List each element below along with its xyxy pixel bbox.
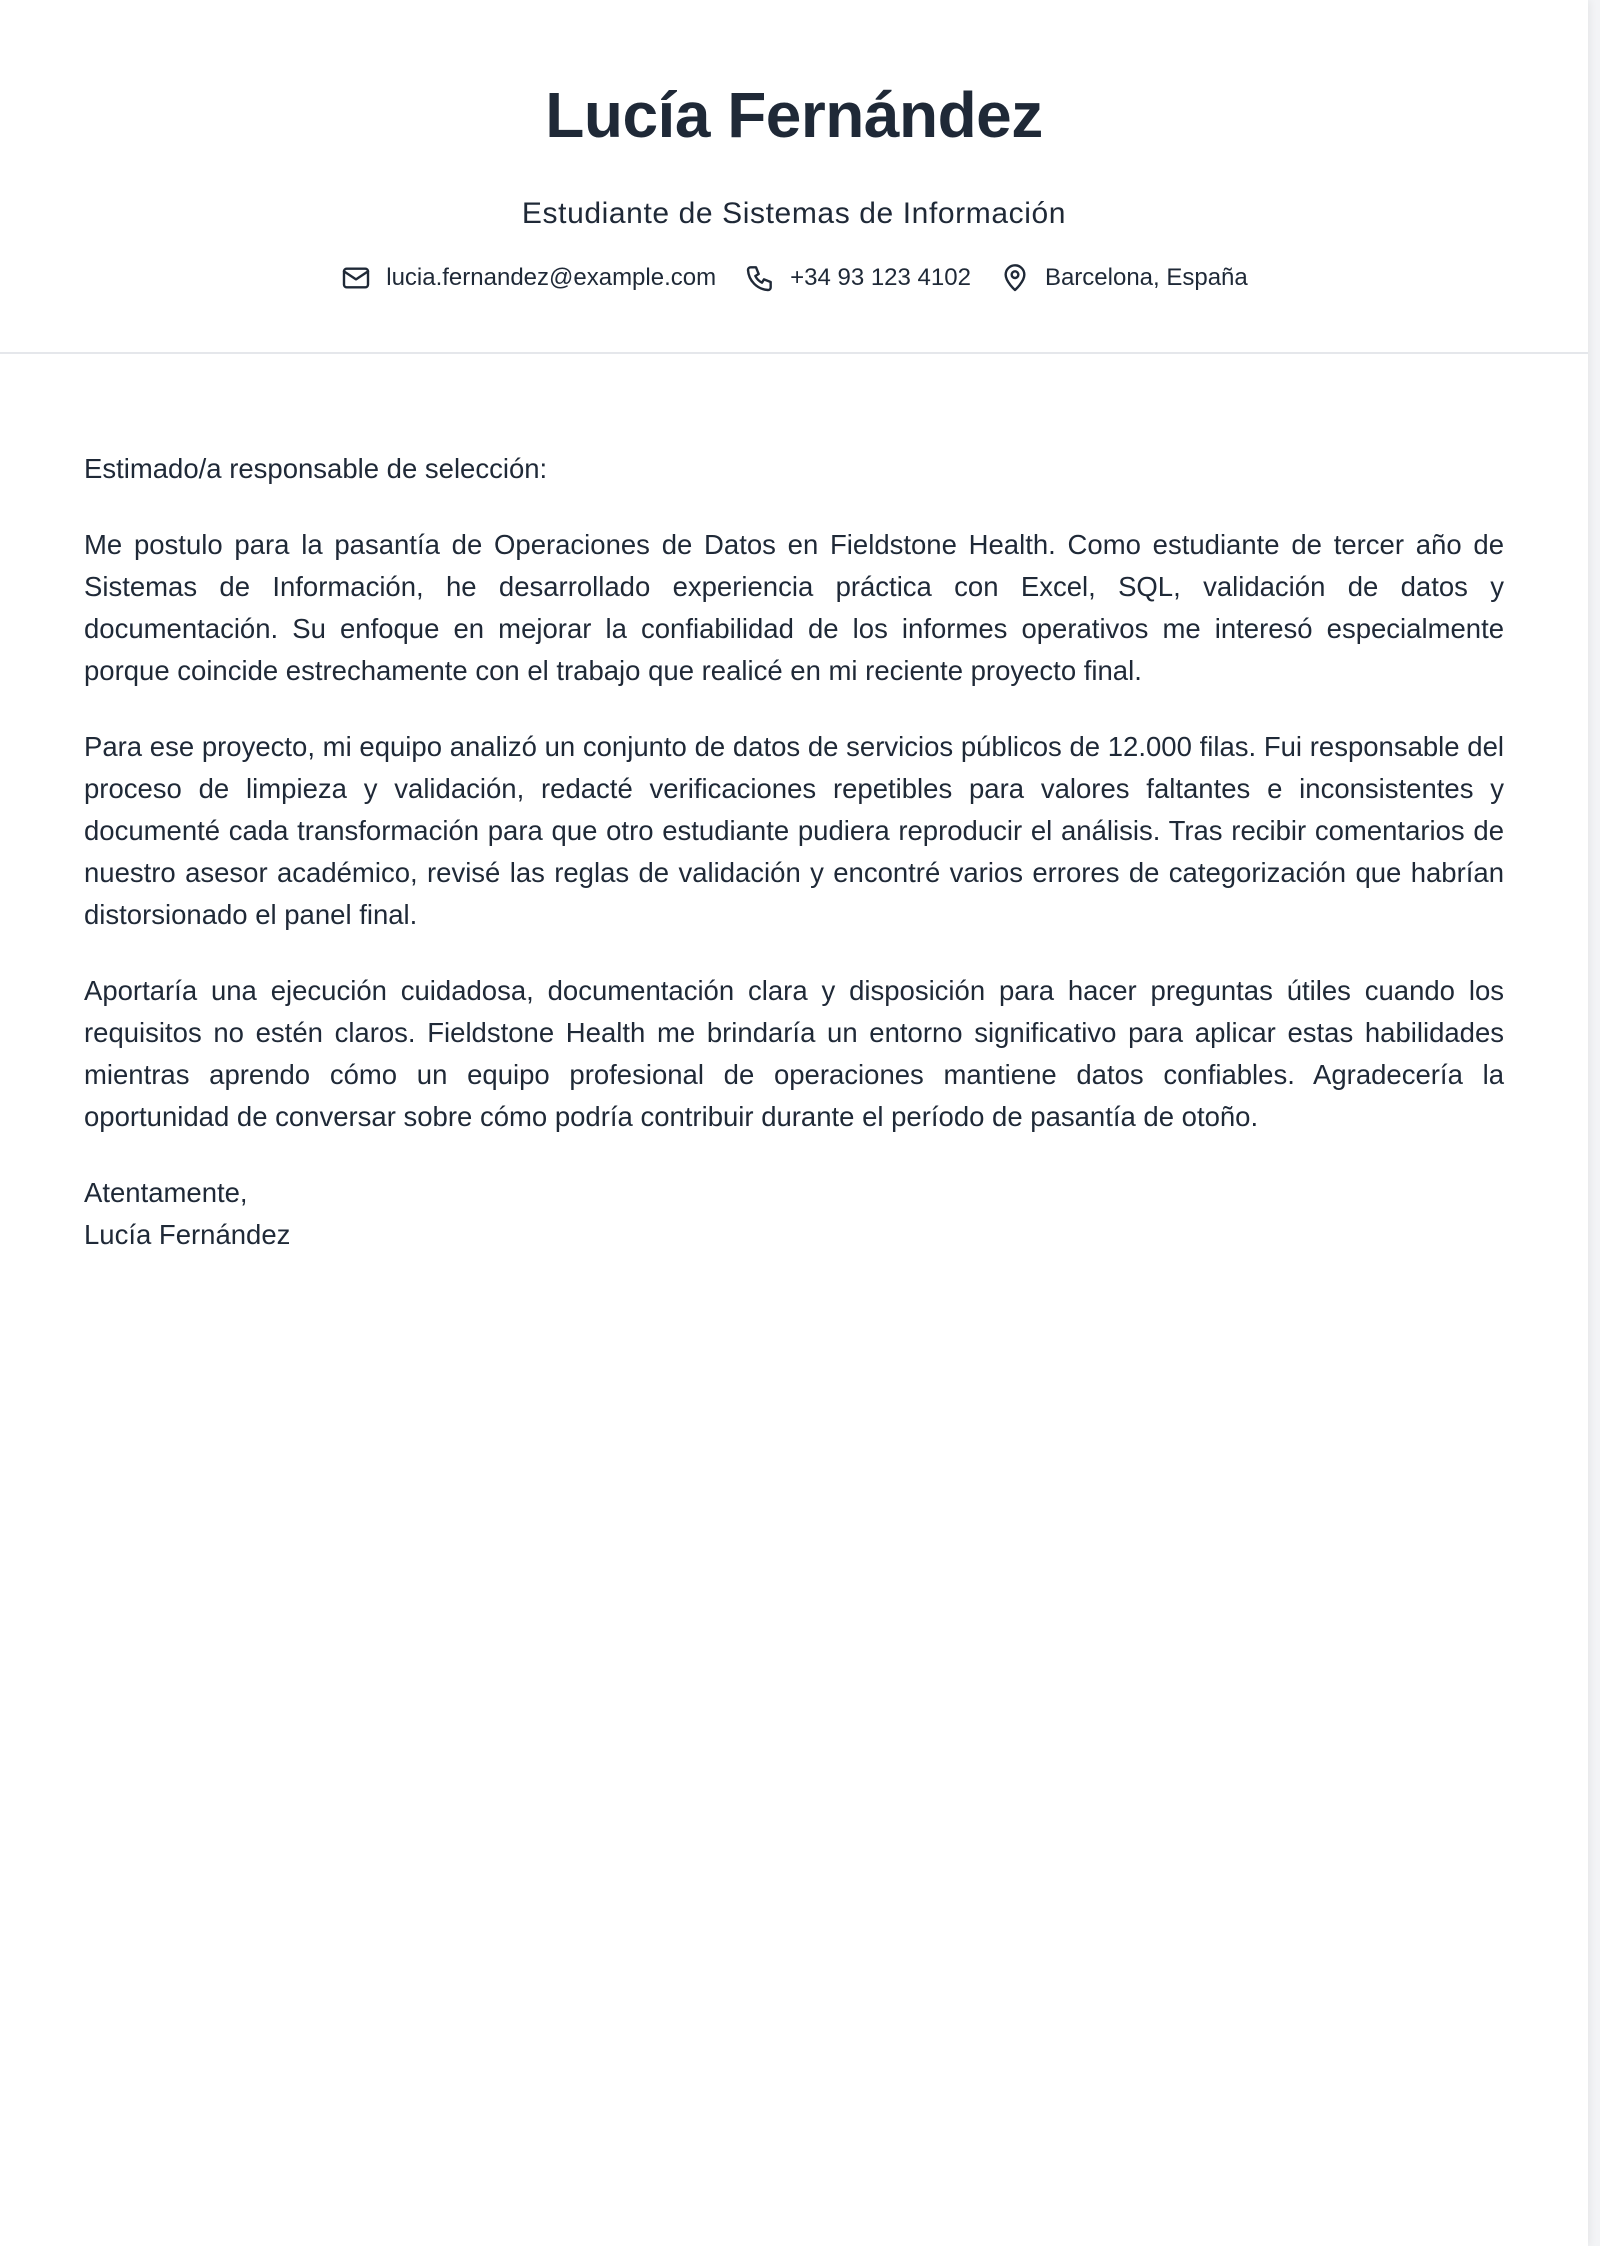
letter-paragraph-2: Para ese proyecto, mi equipo analizó un conjunto de datos de servicios públicos de 12.000 filas. Fui responsable del proceso de limpieza y validación, redacté verificaciones repetibles para valores faltantes e inconsistentes y documenté cada transformación para que otro estudiante pudiera reproducir el análisis. Tras recibir comentarios de nuestro asesor académico, revisé las reglas de validación y encontré varios errores de categorización que habrían distorsionado el panel final.	[84, 731, 1504, 930]
contact-email-text: lucia.fernandez@example.com	[386, 264, 717, 291]
letter-closing: Atentamente,	[84, 1177, 248, 1208]
contact-email[interactable]	[340, 262, 716, 294]
letter-paragraph-3: Aportaría una ejecución cuidadosa, documentación clara y disposición para hacer preguntas útiles cuando los requisitos no estén claros. Fieldstone Health me brindaría un entorno significativo para aplicar estas habilidades mientras aprendo cómo un equipo profesional de operaciones mantiene datos confiables. Agradecería la oportunidad de conversar sobre cómo podría contribuir durante el período de pasantía de otoño.	[84, 975, 1504, 1132]
contact-phone[interactable]	[744, 262, 971, 294]
contact-info	[0, 262, 1588, 294]
applicant-title: Estudiante de Sistemas de Información	[521, 197, 1067, 230]
letter-paragraph-1: Me postulo para la pasantía de Operaciones de Datos en Fieldstone Health. Como estudiante de tercer año de Sistemas de Información, he desarrollado experiencia práctica con Excel, SQL, validación de datos y documentación. Su enfoque en mejorar la confiabilidad de los informes operativos me interesó especialmente porque coincide estrechamente con el trabajo que realicé en mi reciente proyecto final.	[84, 529, 1504, 686]
letter-signature: Lucía Fernández	[84, 1219, 291, 1250]
contact-location	[999, 262, 1248, 294]
phone-icon	[744, 262, 776, 294]
letter-body	[0, 354, 1588, 1256]
contact-phone-text: +34 93 123 4102	[790, 264, 971, 291]
mail-icon	[340, 262, 372, 294]
letter-greeting: Estimado/a responsable de selección:	[84, 453, 548, 484]
letter-signoff	[84, 1172, 1504, 1256]
contact-location-text: Barcelona, España	[1044, 264, 1248, 291]
letter-header	[0, 0, 1588, 354]
map-pin-icon	[999, 262, 1031, 294]
applicant-name: Lucía Fernández	[545, 79, 1043, 151]
